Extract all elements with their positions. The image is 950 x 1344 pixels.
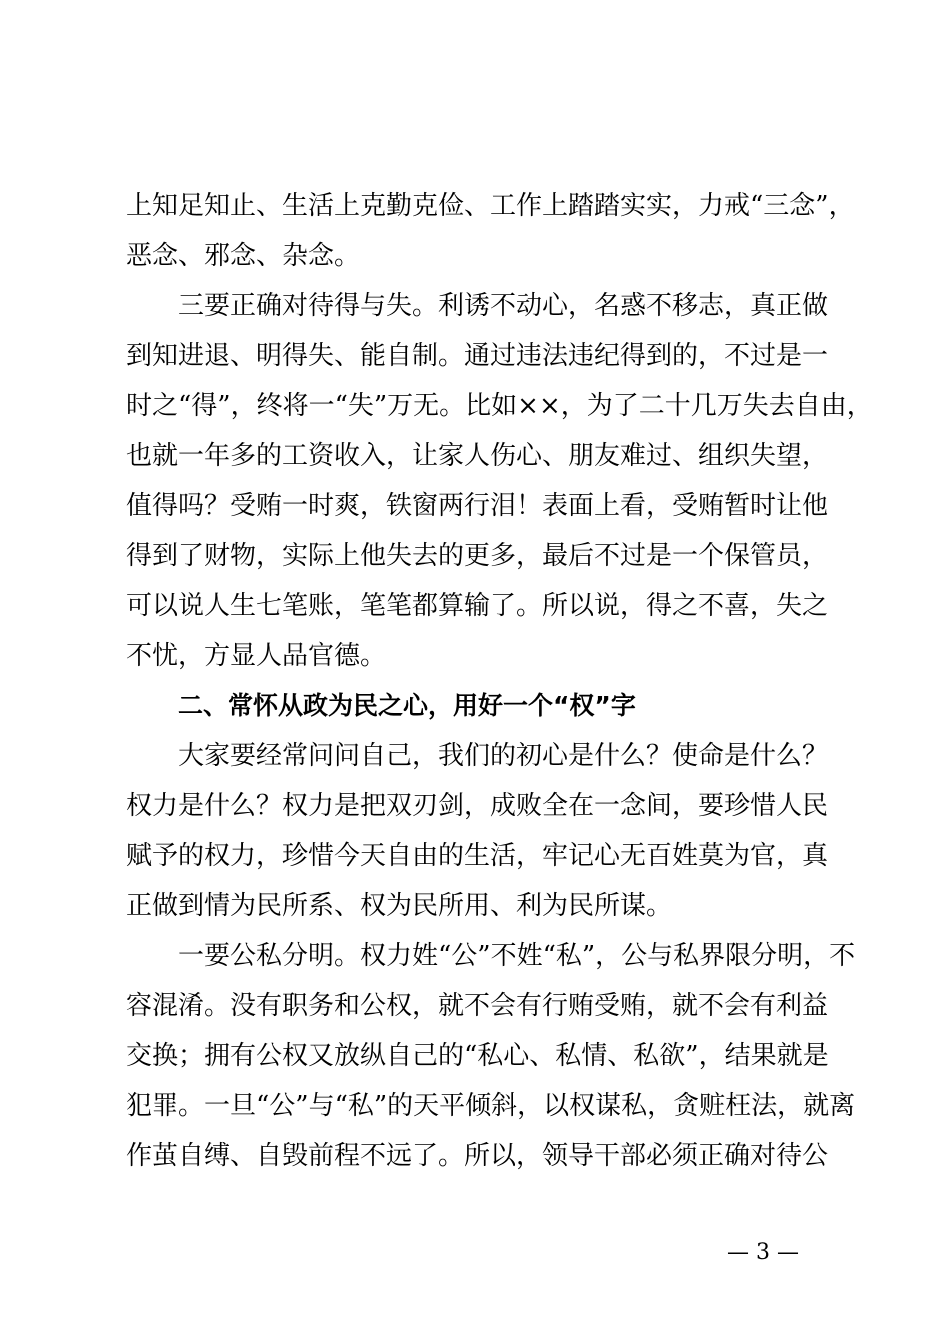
body-line: 犯罪。一旦“公”与“私”的天平倾斜，以权谋私，贪赃枉法，就离 <box>126 1091 856 1121</box>
paragraph-first-line: 三要正确对待得与失。利诱不动心，名惑不移志，真正做 <box>178 291 829 321</box>
body-line: 值得吗？受贿一时爽，铁窗两行泪！表面上看，受贿暂时让他 <box>126 491 829 521</box>
paragraph-first-line: 大家要经常问问自己，我们的初心是什么？使命是什么？ <box>178 741 829 771</box>
page-number: — 3 — <box>727 1240 799 1265</box>
body-line: 交换；拥有公权又放纵自己的“私心、私情、私欲”，结果就是 <box>126 1041 829 1071</box>
body-line: 也就一年多的工资收入，让家人伤心、朋友难过、组织失望， <box>126 441 829 471</box>
body-line: 容混淆。没有职务和公权，就不会有行贿受贿，就不会有利益 <box>126 991 829 1021</box>
body-line: 作茧自缚、自毁前程不远了。所以，领导干部必须正确对待公 <box>126 1141 829 1171</box>
body-line: 正做到情为民所系、权为民所用、利为民所谋。 <box>126 891 673 921</box>
body-line: 上知足知止、生活上克勤克俭、工作上踏踏实实，力戒“三念”， <box>126 191 855 221</box>
body-line: 赋予的权力，珍惜今天自由的生活，牢记心无百姓莫为官，真 <box>126 841 829 871</box>
body-line: 不忧，方显人品官德。 <box>126 641 387 671</box>
body-line: 到知进退、明得失、能自制。通过违法违纪得到的，不过是一 <box>126 341 829 371</box>
body-line: 可以说人生七笔账，笔笔都算输了。所以说，得之不喜，失之 <box>126 591 829 621</box>
section-heading: 二、常怀从政为民之心，用好一个“权”字 <box>178 691 636 720</box>
body-line: 得到了财物，实际上他失去的更多，最后不过是一个保管员， <box>126 541 829 571</box>
body-line: 时之“得”，终将一“失”万无。比如××，为了二十几万失去自由， <box>126 391 873 421</box>
body-line: 恶念、邪念、杂念。 <box>126 241 361 271</box>
paragraph-first-line: 一要公私分明。权力姓“公”不姓“私”，公与私界限分明，不 <box>178 941 856 971</box>
body-line: 权力是什么？权力是把双刃剑，成败全在一念间，要珍惜人民 <box>126 791 829 821</box>
